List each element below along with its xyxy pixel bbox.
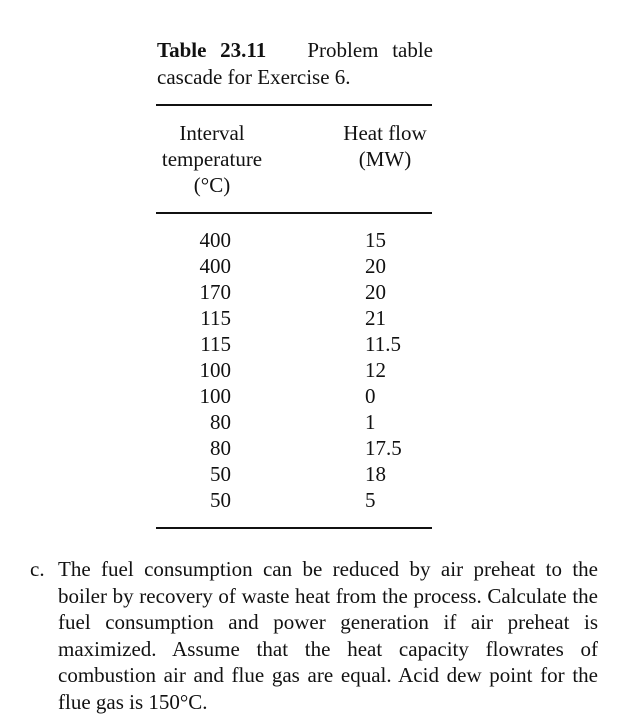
column-header-line: Heat flow: [343, 121, 427, 145]
table-caption-text: Problem table cascade for Exercise 6.: [157, 38, 434, 89]
column-header-heat-flow: [330, 120, 440, 172]
table-row: [156, 357, 432, 383]
column-header-line: (MW): [358, 147, 412, 171]
table-caption: [157, 37, 433, 91]
table-row: [156, 279, 432, 305]
table-row: [156, 435, 432, 461]
interval-temperature-cell: 50: [210, 488, 231, 512]
interval-temperature-cell: 100: [199, 358, 231, 382]
table-bottom-rule: [156, 527, 432, 529]
heat-flow-cell: 18: [365, 462, 386, 486]
exercise-item: [30, 556, 598, 715]
table-row: [156, 461, 432, 487]
interval-temperature-cell: 170: [199, 280, 231, 304]
column-header-line: (°C): [193, 173, 231, 197]
interval-temperature-cell: 115: [200, 306, 231, 330]
interval-temperature-cell: 50: [210, 462, 231, 486]
heat-flow-cell: 5: [365, 488, 376, 512]
exercise-item-text: The fuel consumption can be reduced by air preheat to the boiler by recovery of waste heat from the process. Calculate the fuel consumption and power generation if air preheat is maximized. Assume that the heat capacity flowrates of combustion air and flue gas are equal. Acid dew point for the flue gas is 150°C.: [58, 557, 598, 714]
interval-temperature-cell: 80: [210, 436, 231, 460]
table-row: [156, 331, 432, 357]
heat-flow-cell: 20: [365, 280, 386, 304]
column-header-line: Interval: [179, 121, 245, 145]
heat-flow-cell: 20: [365, 254, 386, 278]
table-label: Table 23.11: [157, 38, 267, 62]
heat-flow-cell: 17.5: [365, 436, 402, 460]
table-row: [156, 409, 432, 435]
table-row: [156, 227, 432, 253]
heat-flow-cell: 15: [365, 228, 386, 252]
interval-temperature-cell: 100: [199, 384, 231, 408]
table-row: [156, 305, 432, 331]
table-row: [156, 487, 432, 513]
interval-temperature-cell: 400: [199, 254, 231, 278]
heat-flow-cell: 11.5: [365, 332, 401, 356]
table-row: [156, 383, 432, 409]
table-header-rule: [156, 212, 432, 214]
heat-flow-cell: 12: [365, 358, 386, 382]
heat-flow-cell: 1: [365, 410, 376, 434]
column-header-interval-temperature: [152, 120, 272, 198]
exercise-item-label: c.: [30, 557, 45, 581]
heat-flow-cell: 21: [365, 306, 386, 330]
table-body: [156, 227, 432, 513]
heat-flow-cell: 0: [365, 384, 376, 408]
interval-temperature-cell: 400: [199, 228, 231, 252]
table-top-rule: [156, 104, 432, 106]
column-header-line: temperature: [161, 147, 263, 171]
table-row: [156, 253, 432, 279]
interval-temperature-cell: 80: [210, 410, 231, 434]
interval-temperature-cell: 115: [200, 332, 231, 356]
